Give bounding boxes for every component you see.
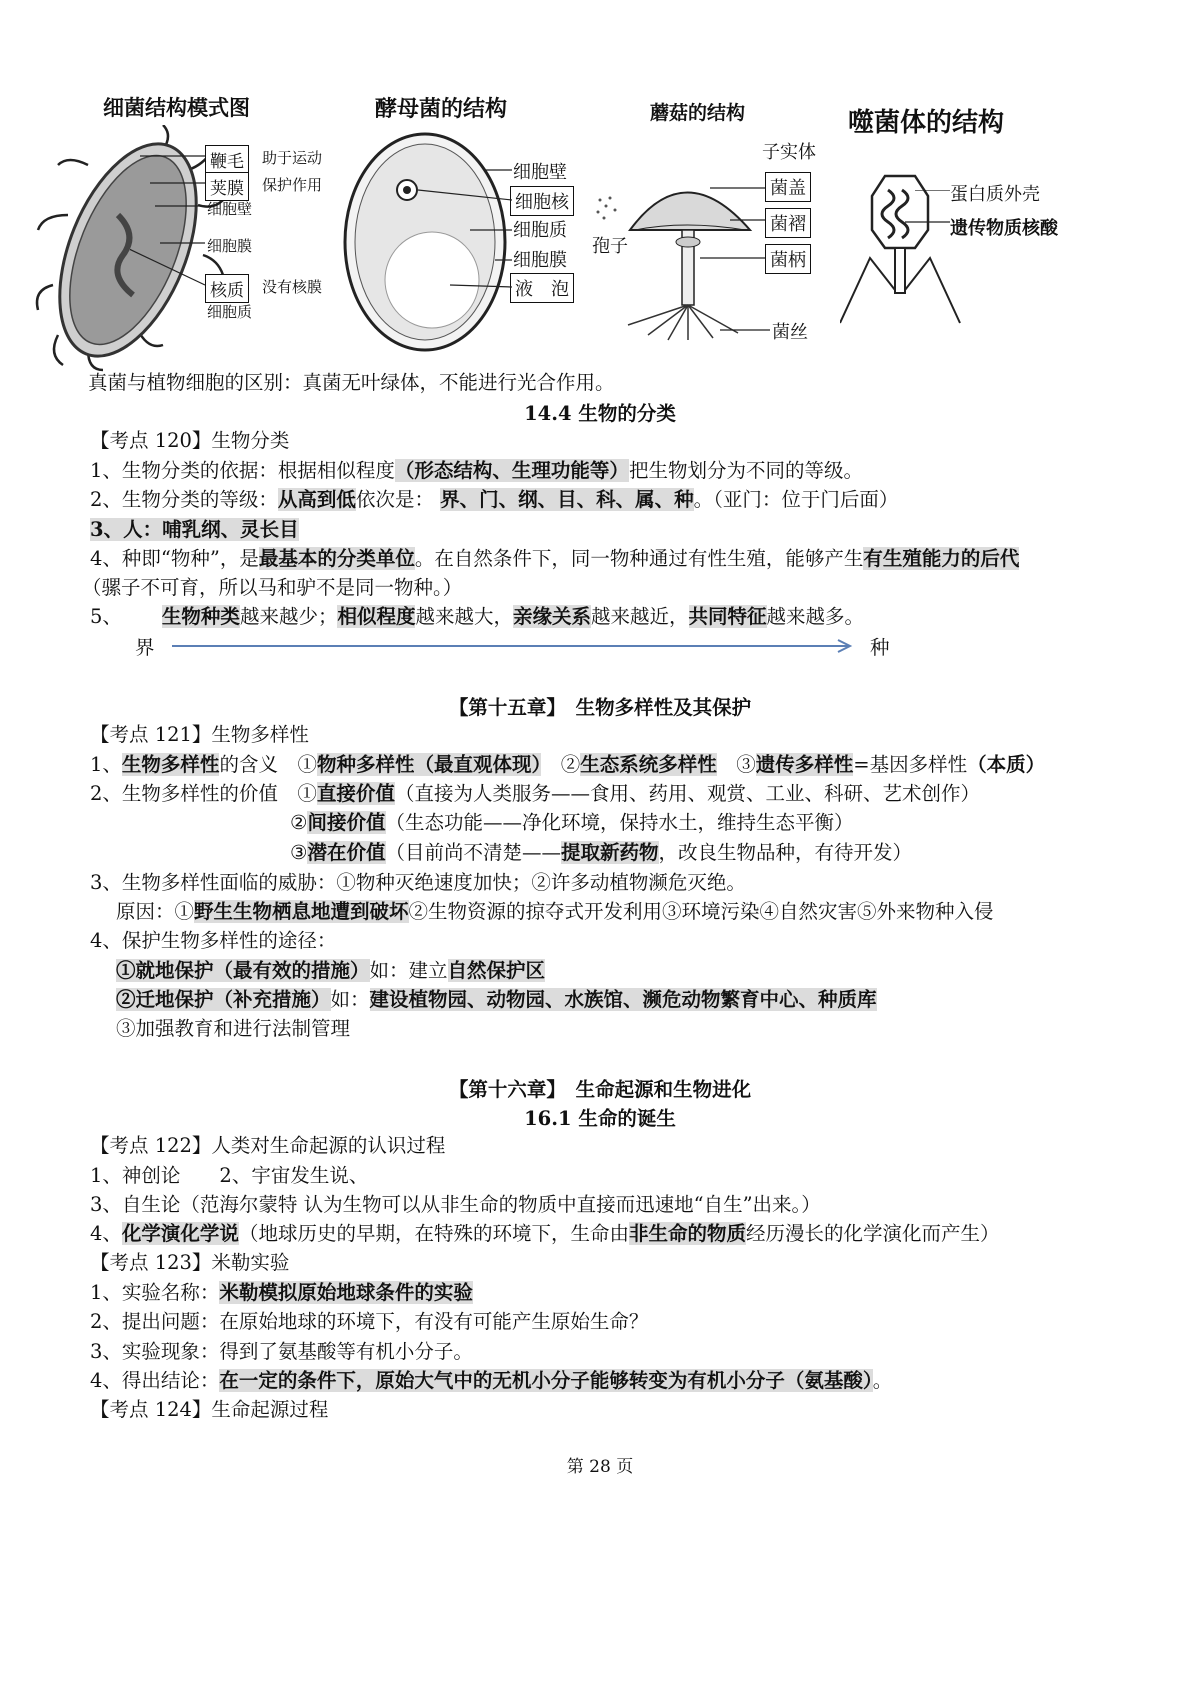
- mushroom-figure-title: 蘑菇的结构: [650, 102, 746, 124]
- mushroom-label-hyphae: 菌丝: [772, 322, 808, 343]
- mushroom-label-gills: 菌褶: [765, 208, 811, 238]
- phage-pointer-lines: [905, 190, 950, 230]
- kp120-line-4-cont: （骡子不可育，所以马和驴不是同一物种。）: [82, 576, 463, 599]
- bacteria-label-cytoplasm: 细胞质: [207, 303, 253, 321]
- kp121-line-2b: ②间接价值（生态功能——净化环境，保持水土，维持生态平衡）: [290, 811, 854, 834]
- kp120-heading: 【考点 120】生物分类: [90, 429, 290, 452]
- kp124-heading: 【考点 124】生命起源过程: [90, 1398, 329, 1421]
- kp120-line-3: 3、人：哺乳纲、灵长目: [90, 518, 299, 541]
- kp121-heading: 【考点 121】生物多样性: [90, 723, 309, 746]
- kp123-line-4: 4、得出结论：在一定的条件下，原始大气中的无机小分子能够转变为有机小分子（氨基酸）。: [90, 1369, 893, 1392]
- kp121-line-4c: ③加强教育和进行法制管理: [116, 1017, 351, 1040]
- bacteria-label-capsule: 荚膜: [205, 172, 249, 201]
- kp123-line-1: 1、实验名称：米勒模拟原始地球条件的实验: [90, 1281, 473, 1304]
- bacteria-label-cell-membrane: 细胞膜: [207, 237, 253, 255]
- kp123-line-2: 2、提出问题：在原始地球的环境下，有没有可能产生原始生命？: [90, 1310, 649, 1333]
- yeast-label-cell-membrane: 细胞膜: [513, 250, 567, 271]
- classification-arrow: [172, 638, 862, 654]
- yeast-pointer-lines: [410, 165, 512, 295]
- phage-label-nucleic-acid: 遗传物质核酸: [950, 218, 1058, 239]
- mushroom-label-cap: 菌盖: [765, 172, 811, 202]
- bacteria-note-motility: 助于运动: [262, 149, 323, 167]
- kp121-line-4a: ①就地保护（最有效的措施）如：建立自然保护区: [116, 959, 546, 982]
- kp123-heading: 【考点 123】米勒实验: [90, 1251, 290, 1274]
- kp120-line-5: 5、 生物种类越来越少；相似程度越来越大，亲缘关系越来越近，共同特征越来越多。: [90, 605, 865, 628]
- kp121-line-4b: ②迁地保护（补充措施）如：建设植物园、动物园、水族馆、濒危动物繁育中心、种质库: [116, 988, 877, 1011]
- chapter-16-title: 【第十六章】 生命起源和生物进化: [448, 1078, 752, 1101]
- mushroom-label-spores: 孢子: [592, 236, 628, 257]
- kp121-line-1: 1、生物多样性的含义 ①物种多样性（最直观体现） ②生态系统多样性 ③遗传多样性=基因多样性（本质）: [90, 753, 1046, 776]
- mushroom-label-stalk: 菌柄: [765, 244, 811, 274]
- bacteria-label-nucleoid: 核质: [205, 274, 249, 303]
- yeast-label-cell-wall: 细胞壁: [513, 162, 567, 183]
- kp123-line-3: 3、实验现象：得到了氨基酸等有机小分子。: [90, 1340, 473, 1363]
- arrow-label-species: 种: [870, 636, 890, 659]
- section-16-1-title: 16.1 生命的诞生: [524, 1107, 676, 1130]
- kp122-line-4: 4、化学演化学说（地球历史的早期，在特殊的环境下，生命由非生命的物质经历漫长的化学演化而产生）: [90, 1222, 1000, 1245]
- kp121-line-4: 4、保护生物多样性的途径：: [90, 929, 337, 952]
- yeast-label-vacuole: 液 泡: [510, 273, 574, 303]
- kp121-line-3: 3、生物多样性面临的威胁：①物种灭绝速度加快；②许多动植物濒危灭绝。: [90, 871, 746, 894]
- bacteria-pointer-lines: [130, 150, 210, 320]
- phage-label-protein-coat: 蛋白质外壳: [950, 184, 1040, 205]
- bacteria-label-flagellum: 鞭毛: [205, 145, 249, 174]
- kp121-line-2: 2、生物多样性的价值 ①直接价值（直接为人类服务——食用、药用、观赏、工业、科研、艺术创作）: [90, 782, 980, 805]
- kp121-line-3-causes: 原因：①野生生物栖息地遭到破坏②生物资源的掠夺式开发利用③环境污染④自然灾害⑤外来物种入侵: [116, 900, 994, 923]
- kp122-line-3: 3、自生论（范海尔蒙特 认为生物可以从非生命的物质中直接而迅速地“自生”出来。）: [90, 1193, 821, 1216]
- bacteria-note-no-nuclear-membrane: 没有核膜: [262, 278, 323, 296]
- kp121-line-2c: ③潜在价值（目前尚不清楚——提取新药物，改良生物品种，有待开发）: [290, 841, 913, 864]
- arrow-label-kingdom: 界: [135, 636, 155, 659]
- kp120-line-1: 1、生物分类的依据：根据相似程度（形态结构、生理功能等）把生物划分为不同的等级。: [90, 459, 863, 482]
- yeast-label-cytoplasm: 细胞质: [513, 220, 567, 241]
- yeast-label-nucleus: 细胞核: [510, 186, 574, 216]
- yeast-figure-title: 酵母菌的结构: [375, 97, 508, 122]
- kp122-line-1: 1、神创论 2、宇宙发生说、: [90, 1164, 369, 1187]
- section-14-4-title: 14.4 生物的分类: [524, 402, 676, 425]
- bacteria-label-cell-wall: 细胞壁: [207, 200, 253, 218]
- kp122-heading: 【考点 122】人类对生命起源的认识过程: [90, 1134, 446, 1157]
- bacteria-note-protection: 保护作用: [262, 176, 323, 194]
- mushroom-pointer-lines: [690, 170, 770, 340]
- fungi-plant-difference-note: 真菌与植物细胞的区别：真菌无叶绿体，不能进行光合作用。: [88, 371, 615, 394]
- chapter-15-title: 【第十五章】 生物多样性及其保护: [448, 696, 752, 719]
- mushroom-label-fruiting-body: 子实体: [762, 142, 816, 163]
- phage-figure-title: 噬菌体的结构: [848, 108, 1005, 138]
- bacteria-figure-title: 细菌结构模式图: [103, 96, 250, 120]
- page-number: 第 28 页: [566, 1457, 634, 1477]
- kp120-line-4: 4、种即“物种”，是最基本的分类单位。在自然条件下，同一物种通过有性生殖，能够产生有生殖能力的后代: [90, 547, 1020, 570]
- kp120-line-2: 2、生物分类的等级：从高到低依次是： 界、门、纲、目、科、属、种。（亚门：位于门后面）: [90, 488, 899, 511]
